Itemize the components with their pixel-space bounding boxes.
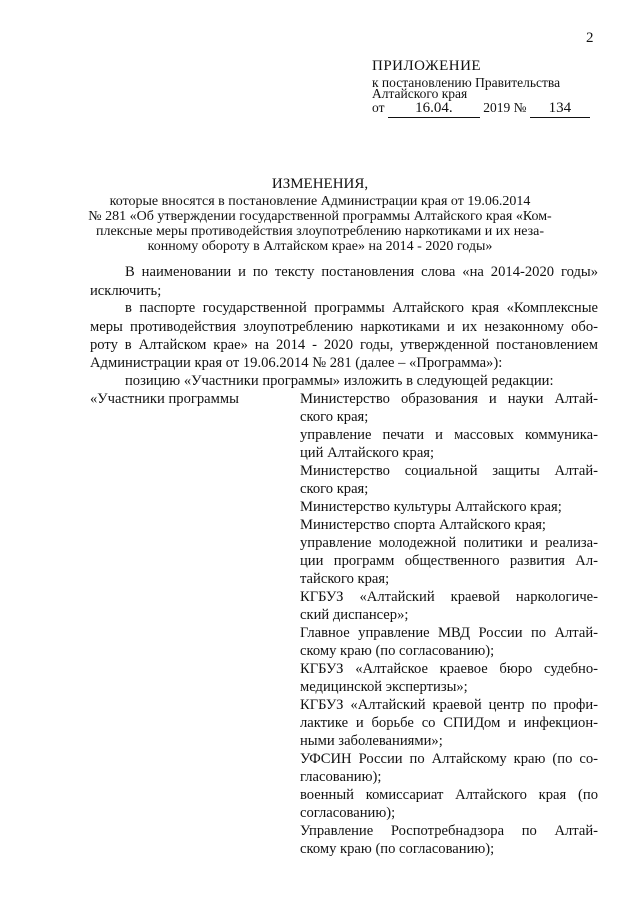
- subtitle-line: № 281 «Об утверждении государственной программы Алтайского края «Ком-: [88, 209, 552, 224]
- appendix-line-2: Алтайского края: [372, 86, 468, 101]
- date-prefix: от: [372, 100, 385, 115]
- paragraph-line: позицию «Участники программы» изложить в следующей редакции:: [125, 373, 554, 389]
- participant-line: КГБУЗ «Алтайский краевой центр по профи-: [300, 697, 598, 713]
- paragraph-line: исключить;: [90, 283, 162, 299]
- participant-line: гласованию);: [300, 769, 382, 785]
- participant-line: ского края;: [300, 409, 369, 425]
- document-title: ИЗМЕНЕНИЯ,: [271, 176, 369, 192]
- participant-line: ции программ общественного развития Ал-: [300, 553, 598, 569]
- participant-line: лактике и борьбе со СПИДом и инфекцион-: [300, 715, 598, 731]
- participant-line: управление печати и массовых коммуника-: [300, 427, 598, 443]
- date-value: 16.04.: [415, 100, 453, 116]
- subtitle-line: которые вносятся в постановление Администрации края от 19.06.2014: [109, 194, 531, 209]
- participant-line: медицинской экспертизы»;: [300, 679, 468, 695]
- subtitle-line: плексные меры противодействия злоупотреблению наркотиками и их неза-: [95, 224, 545, 239]
- paragraph-line: роту в Алтайском крае» на 2014 - 2020 годы, утвержденной постановлением: [90, 337, 598, 353]
- participant-line: ского края;: [300, 481, 369, 497]
- year-text: 2019 №: [483, 100, 527, 115]
- participant-line: скому краю (по согласованию);: [300, 841, 495, 857]
- paragraph-line: в паспорте государственной программы Алтайского края «Комплексные: [125, 300, 598, 316]
- page-number: 2: [586, 30, 594, 46]
- number-value: 134: [548, 100, 572, 116]
- participant-line: Главное управление МВД России по Алтай-: [300, 625, 598, 641]
- participant-line: тайского края;: [300, 571, 390, 587]
- appendix-title: ПРИЛОЖЕНИЕ: [372, 58, 482, 74]
- appendix-line-1: к постановлению Правительства: [372, 75, 561, 90]
- participant-line: КГБУЗ «Алтайский краевой наркологиче-: [300, 589, 598, 605]
- participant-line: управление молодежной политики и реализа-: [300, 535, 598, 551]
- participant-line: ский диспансер»;: [300, 607, 409, 623]
- participant-line: Министерство социальной защиты Алтай-: [300, 463, 598, 479]
- participant-line: КГБУЗ «Алтайское краевое бюро судебно-: [300, 661, 598, 677]
- participant-line: Министерство спорта Алтайского края;: [300, 517, 546, 533]
- participants-label: «Участники программы: [90, 391, 239, 407]
- date-field: [388, 100, 480, 118]
- paragraph-line: меры противодействия злоупотреблению наркотиками и их незаконному обо-: [90, 319, 598, 335]
- participant-line: Управление Роспотребнадзора по Алтай-: [300, 823, 598, 839]
- number-field: [530, 100, 590, 118]
- participant-line: Министерство культуры Алтайского края;: [300, 499, 562, 515]
- participant-line: УФСИН России по Алтайскому краю (по со-: [300, 751, 598, 767]
- participant-line: скому краю (по согласованию);: [300, 643, 495, 659]
- paragraph-line: В наименовании и по тексту постановления слова «на 2014-2020 годы»: [125, 264, 598, 280]
- participant-line: ными заболеваниями»;: [300, 733, 443, 749]
- participant-line: военный комиссариат Алтайского края (по: [300, 787, 598, 803]
- paragraph-line: Администрации края от 19.06.2014 № 281 (далее – «Программа»):: [90, 355, 503, 371]
- subtitle-line: конному обороту в Алтайском крае» на 2014 - 2020 годы»: [147, 239, 493, 254]
- participant-line: ций Алтайского края;: [300, 445, 435, 461]
- appendix-date-line: [372, 100, 590, 118]
- participant-line: согласованию);: [300, 805, 396, 821]
- participant-line: Министерство образования и науки Алтай-: [300, 391, 598, 407]
